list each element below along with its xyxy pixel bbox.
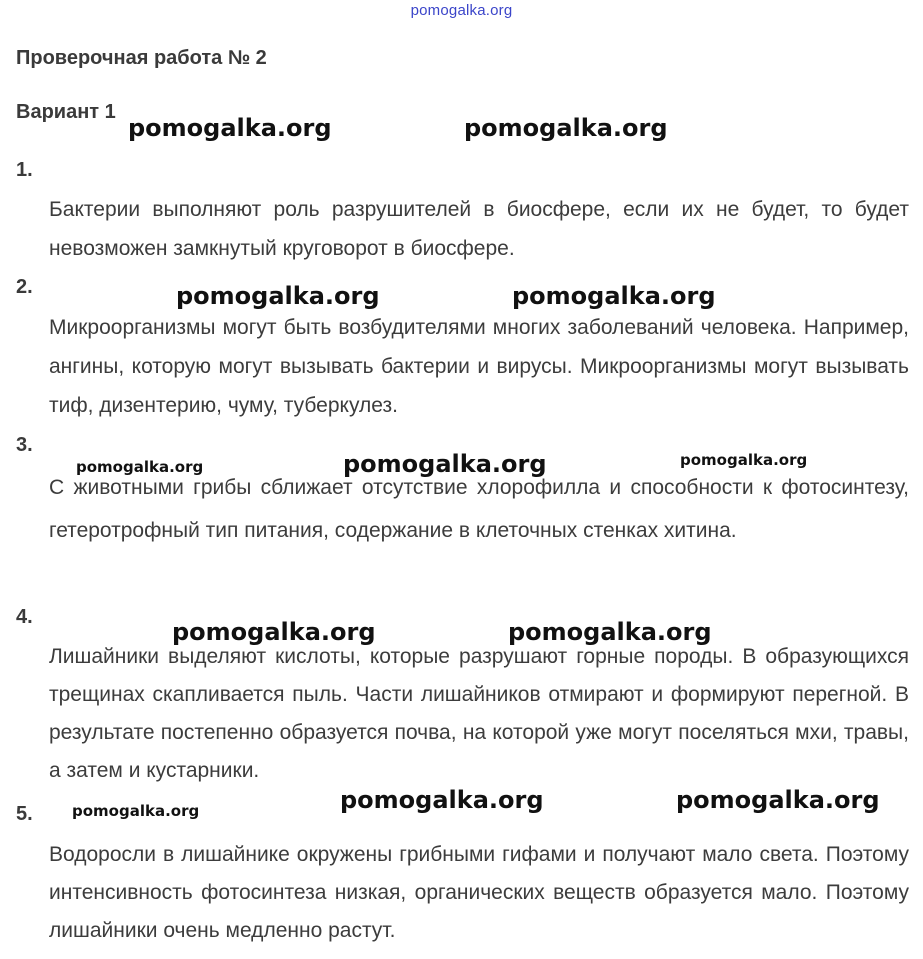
watermark: pomogalka.org	[343, 450, 547, 478]
page-title: Проверочная работа № 2	[16, 47, 267, 69]
watermark: pomogalka.org	[72, 802, 200, 820]
answer-text-1: Бактерии выполняют роль разрушителей в биосфере, если их не будет, то будет невозможен замкнутый круговорот в биосфере.	[49, 198, 909, 260]
answer-text-4: Лишайники выделяют кислоты, которые разрушают горные породы. В образующихся трещинах скапливается пыль. Части лишайников отмирают и формируют перегной. В результате постепенно образуется почва, на которой уже могут поселяться мхи, травы, а затем и кустарники.	[49, 645, 909, 782]
site-header-link[interactable]: pomogalka.org	[410, 2, 513, 19]
answer-number-3: 3.	[16, 434, 33, 456]
watermark: pomogalka.org	[128, 114, 332, 142]
variant-heading: Вариант 1	[16, 101, 116, 123]
answer-text-3: С животными грибы сближает отсутствие хлорофилла и способности к фотосинтезу, гетеротрофный тип питания, содержание в клеточных стенках хитина.	[49, 476, 909, 542]
watermark: pomogalka.org	[680, 451, 808, 469]
watermark: pomogalka.org	[676, 786, 880, 814]
answer-text-2: Микроорганизмы могут быть возбудителями многих заболеваний человека. Например, ангины, которую могут вызывать бактерии и вирусы. Микроорганизмы могут вызывать тиф, дизентерию, чуму, туберкулез.	[49, 316, 909, 417]
watermark: pomogalka.org	[172, 618, 376, 646]
watermark: pomogalka.org	[464, 114, 668, 142]
answer-text-5: Водоросли в лишайнике окружены грибными гифами и получают мало света. Поэтому интенсивность фотосинтеза низкая, органических веществ образуется мало. Поэтому лишайники очень медленно растут.	[49, 843, 909, 942]
answer-number-1: 1.	[16, 159, 33, 181]
watermark: pomogalka.org	[76, 458, 204, 476]
answer-number-2: 2.	[16, 276, 33, 298]
answer-number-4: 4.	[16, 606, 33, 628]
watermark: pomogalka.org	[512, 282, 716, 310]
watermark: pomogalka.org	[176, 282, 380, 310]
watermark: pomogalka.org	[340, 786, 544, 814]
watermark: pomogalka.org	[508, 618, 712, 646]
answer-number-5: 5.	[16, 803, 33, 825]
